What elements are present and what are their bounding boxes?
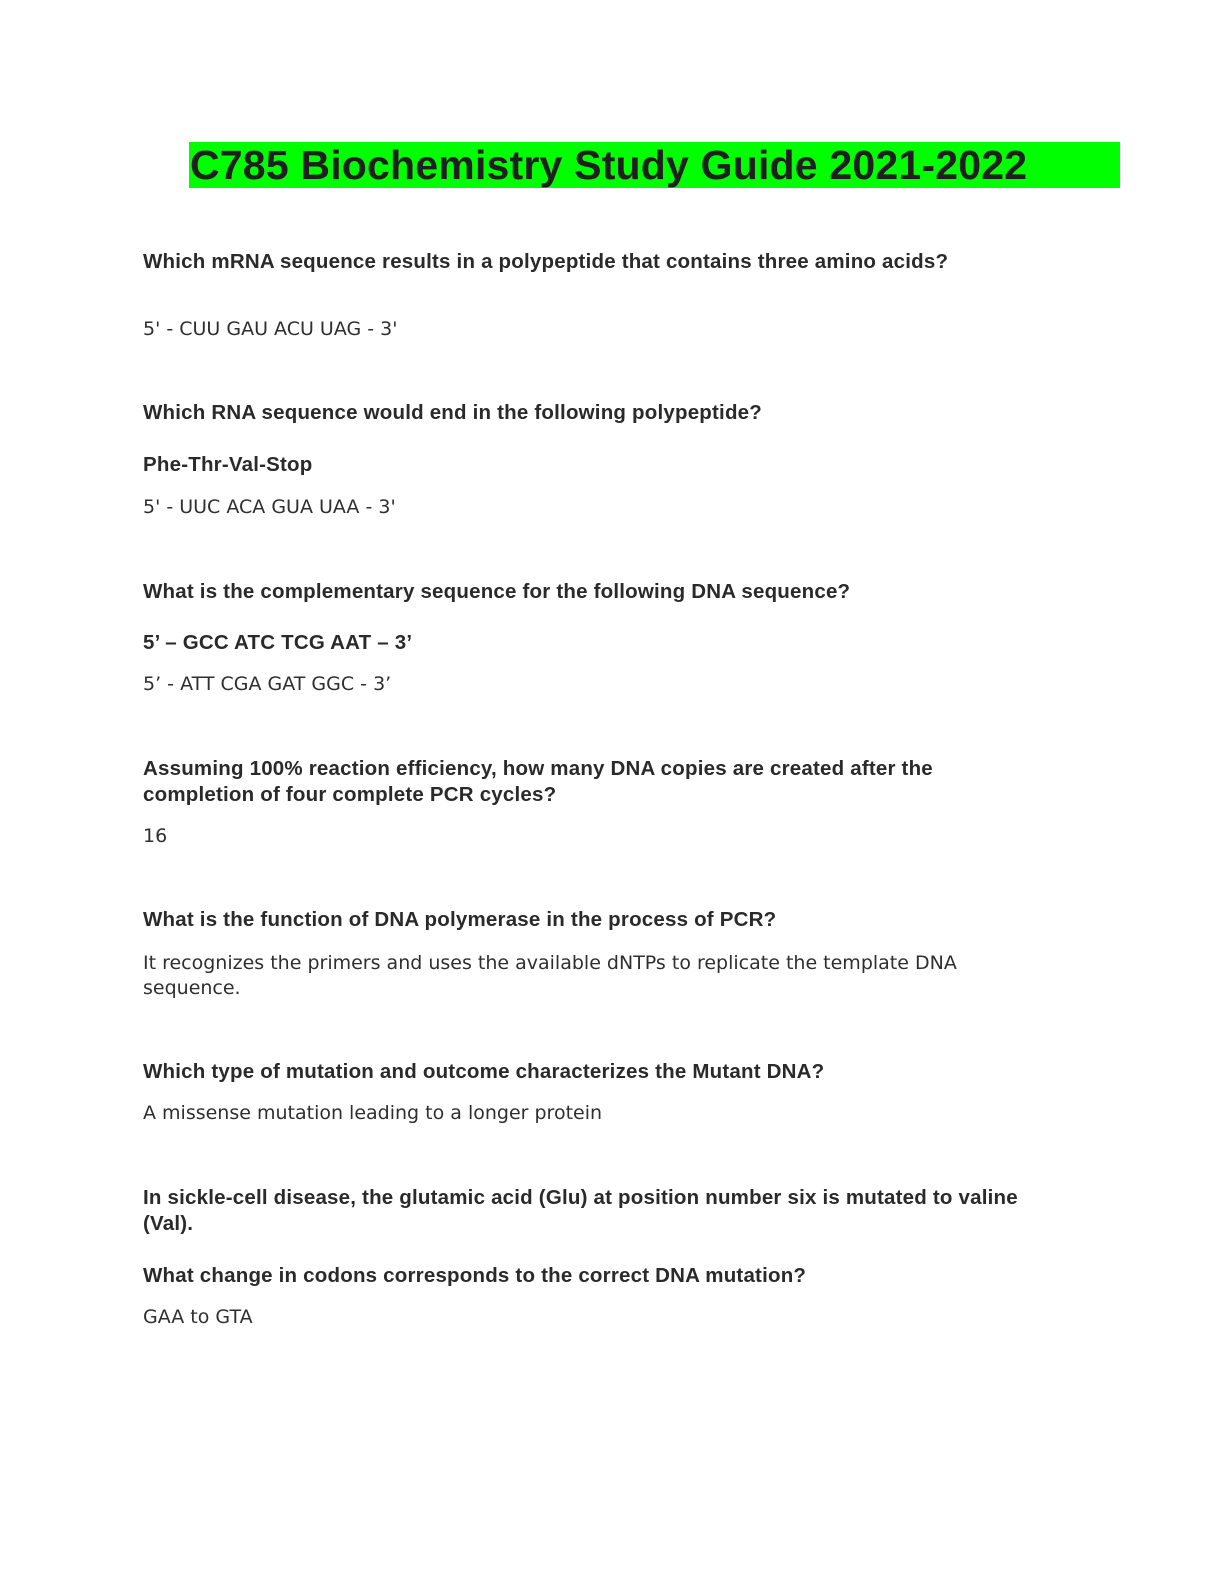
qa-item-3 [143,579,1043,605]
answer-text: GAA to GTA [143,1306,253,1328]
qa-item-3-answer-wrap [143,672,1043,697]
qa-item-2-answer-wrap [143,495,1043,520]
qa-item-6-answer-wrap [143,1101,1043,1126]
qa-item-7 [143,1185,1043,1237]
qa-item-5-answer-wrap [143,951,1043,1001]
question-text: In sickle-cell disease, the glutamic acid (Glu) at position number six is mutated to valine (Val). [143,1186,1018,1235]
answer-text: 16 [143,825,168,847]
qa-item-2-given-wrap [143,452,1043,478]
question-text: Which RNA sequence would end in the following polypeptide? [143,401,763,424]
answer-text: 5’ - ATT CGA GAT GGC - 3’ [143,673,392,695]
qa-item-1-answer-wrap [143,317,1043,342]
qa-item-2 [143,400,1043,426]
qa-item-7-answer-wrap [143,1305,1043,1330]
question-text: Assuming 100% reaction efficiency, how many DNA copies are created after the completion of four complete PCR cycles? [143,757,933,806]
answer-text: 5' - CUU GAU ACU UAG - 3' [143,318,398,340]
qa-item-1 [143,249,1043,275]
question-text: What is the function of DNA polymerase in the process of PCR? [143,908,777,931]
question-text: Which mRNA sequence results in a polypeptide that contains three amino acids? [143,250,949,273]
answer-text: It recognizes the primers and uses the available dNTPs to replicate the template DNA sequence. [143,952,957,999]
qa-item-3-given-wrap [143,630,1043,656]
answer-text: 5' - UUC ACA GUA UAA - 3' [143,496,396,518]
given-text: What change in codons corresponds to the correct DNA mutation? [143,1264,807,1287]
qa-item-7-given-wrap [143,1263,1043,1289]
document-title: C785 Biochemistry Study Guide 2021-2022 [190,142,1028,188]
question-text: What is the complementary sequence for the following DNA sequence? [143,580,851,603]
qa-item-4 [143,756,1043,808]
title-highlight [189,142,1120,188]
qa-item-6 [143,1059,1043,1085]
qa-item-5 [143,907,1043,933]
given-text: 5’ – GCC ATC TCG AAT – 3’ [143,631,413,654]
qa-item-4-answer-wrap [143,824,1043,849]
question-text: Which type of mutation and outcome characterizes the Mutant DNA? [143,1060,825,1083]
given-text: Phe-Thr-Val-Stop [143,453,313,476]
answer-text: A missense mutation leading to a longer protein [143,1102,603,1124]
